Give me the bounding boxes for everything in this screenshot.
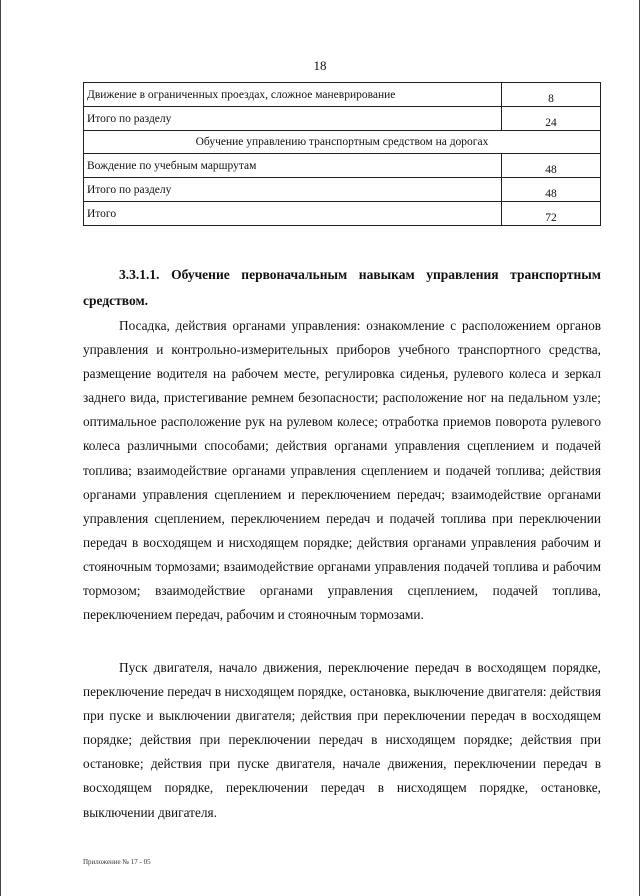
body-paragraph: Пуск двигателя, начало движения, переключение передач в восходящем порядке, переключение передач в нисходящем порядке, остановка, выключение двигателя: действия при пуске и выключении двигателя; действия при переключении передач в восходящем порядке; действия при переключении передач в нисходящем порядке; действия при остановке; действия при пуске двигателя, начале движения, переключении передач в восходящем порядке, переключении передач в нисходящем порядке, остановке, выключении двигателя. [83,660,601,820]
table-cell-label: Итого [84,202,502,226]
table-cell-label: Итого по разделу [84,178,502,202]
hours-table [83,82,601,226]
table-section-row [84,131,601,154]
table-cell-label: Движение в ограниченных проездах, сложное маневрирование [84,83,502,107]
section-heading: 3.3.1.1. Обучение первоначальным навыкам управления транспортным средством. [83,267,601,308]
table-cell-hours: 48 [502,178,601,202]
table-row [84,178,601,202]
table-cell-label: Вождение по учебным маршрутам [84,154,502,178]
page-footer: Приложение № 17 - 05 [83,858,151,866]
table-cell-hours: 72 [502,202,601,226]
table-row [84,107,601,131]
page-number: 18 [313,58,327,73]
table-cell-label: Итого по разделу [84,107,502,131]
table-row [84,154,601,178]
table-section-title: Обучение управлению транспортным средством на дорогах [84,131,601,154]
body-paragraph: Посадка, действия органами управления: ознакомление с расположением органов управления и контрольно-измерительных приборов учебного транспортного средства, размещение водителя на рабочем месте, регулировка сиденья, рулевого колеса и зеркал заднего вида, пристегивание ремнем безопасности; расположение ног на педальном узле; оптимальное расположение рук на рулевом колесе; отработка приемов поворота рулевого колеса различными способами; действия органами управления сцеплением и подачей топлива; взаимодействие органами управления сцеплением и подачей топлива; действия органами управления сцеплением и переключением передач; взаимодействие органами управления сцеплением, переключением передач и подачей топлива при переключении передач в восходящем и нисходящем порядке; действия органами управления рабочим и стояночным тормозами; взаимодействие органами управления подачей топлива и рабочим тормозом; взаимодействие органами управления сцеплением, подачей топлива, переключением передач, рабочим и стояночным тормозами. [83,318,601,623]
table-row [84,202,601,226]
table-row [84,83,601,107]
table-cell-hours: 48 [502,154,601,178]
table-cell-hours: 8 [502,83,601,107]
table-cell-hours: 24 [502,107,601,131]
